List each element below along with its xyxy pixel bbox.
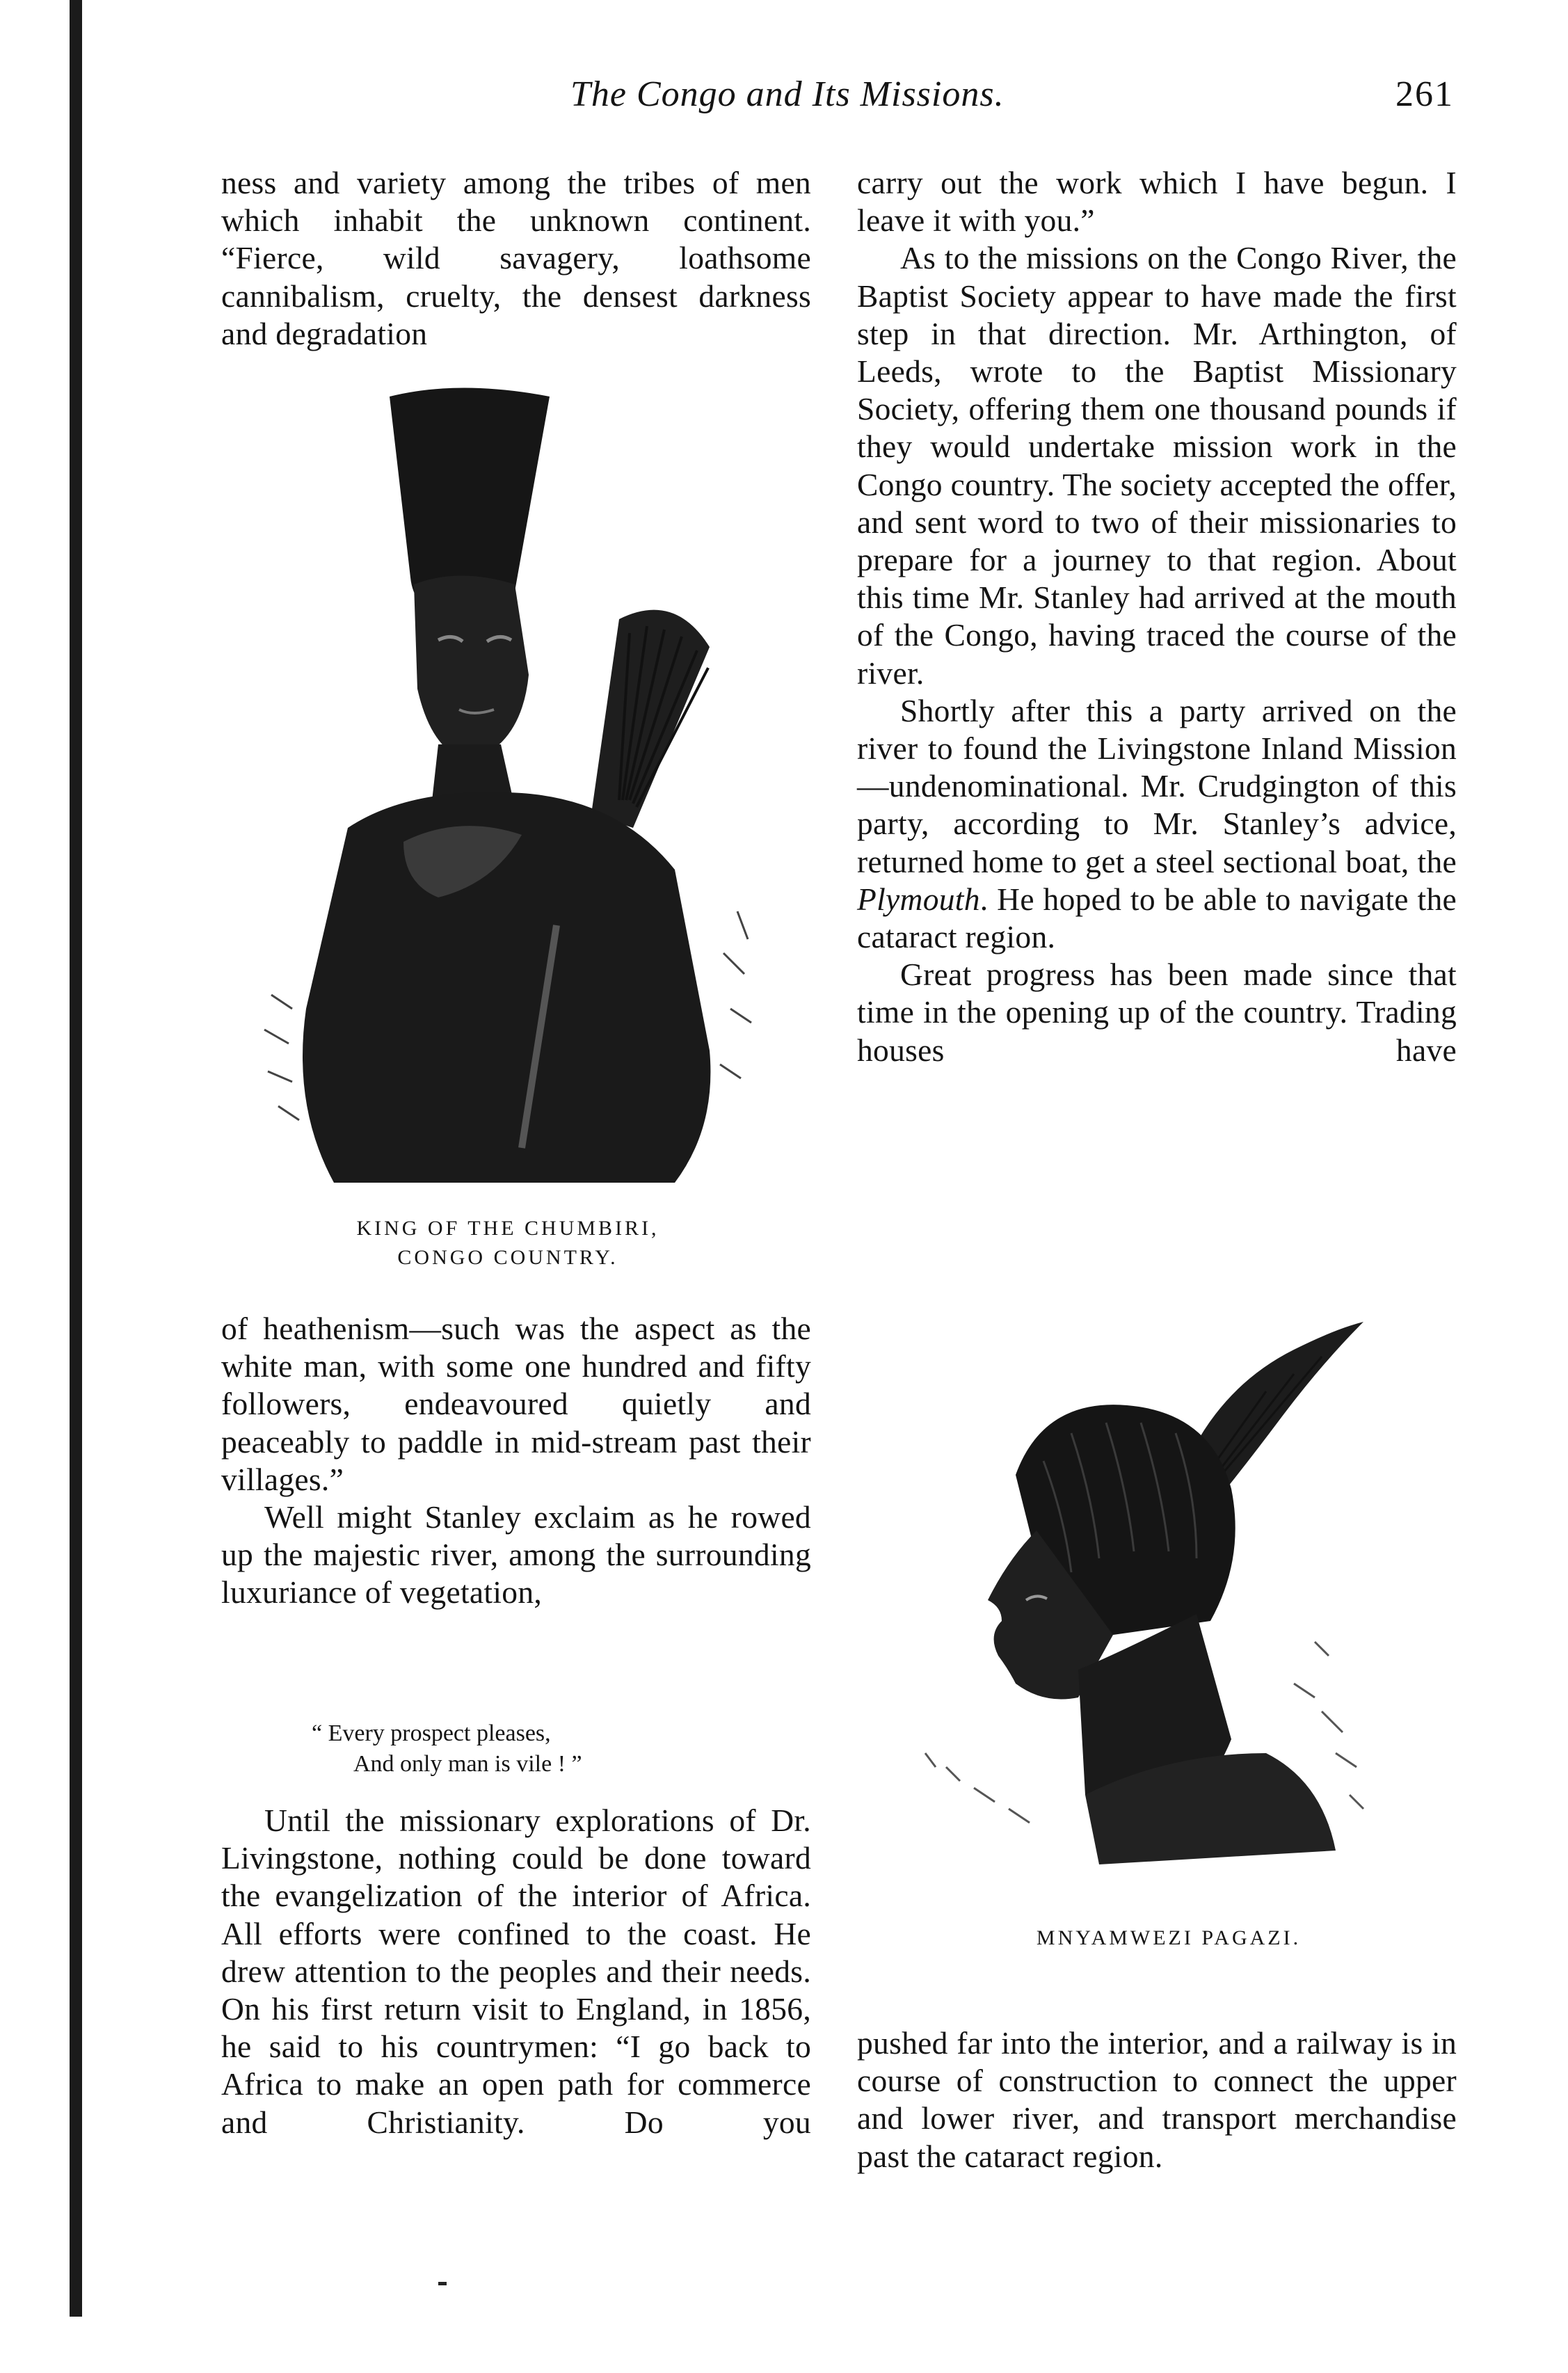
- king-portrait-engraving: [230, 383, 786, 1190]
- page-number: 261: [1395, 74, 1454, 114]
- king-caption: [230, 1214, 786, 1272]
- right-bottom-block: [857, 2024, 1457, 2175]
- right-progress-paragraph: Great progress has been made since that time in the opening up of the country. Trading houses have: [857, 957, 1457, 1068]
- left-final-block: [221, 1802, 811, 2141]
- left-continuation-paragraph: of heathenism—such was the aspect as the white man, with some one hundred and fifty followers, endeavoured quietly and peaceably to paddle in mid-stream past their villages.”: [221, 1311, 811, 1497]
- printer-mark: [438, 2282, 447, 2285]
- right-final-paragraph: pushed far into the interior, and a railway is in course of construction to connect the upper and lower river, and transport merchandise past the cataract region.: [857, 2025, 1457, 2174]
- right-baptist-paragraph: As to the missions on the Congo River, the Baptist Society appear to have made the first step in that direction. Mr. Arthington, of Leeds, wrote to the Baptist Missionary Society, offering them one thousand pounds if they would undertake mission work in the Congo country. The society accepted the offer, and sent word to two of their missionaries to prepare for a journey to that region. About this time Mr. Stanley had arrived at the mouth of the Congo, having traced the course of the river.: [857, 240, 1457, 691]
- left-top-paragraph: ness and variety among the tribes of men which inhabit the unknown continent. “Fierce, wild savagery, loathsome cannibalism, cruelty, the densest darkness and degradation: [221, 165, 811, 351]
- king-caption-line-1: KING OF THE CHUMBIRI,: [356, 1217, 659, 1240]
- king-caption-line-2: CONGO COUNTRY.: [397, 1246, 618, 1269]
- ship-name: Plymouth: [857, 881, 980, 917]
- verse-line-2: And only man is vile ! ”: [353, 1751, 582, 1777]
- left-bottom-block: [221, 1310, 811, 1612]
- left-top-block: [221, 164, 811, 353]
- engraved-portrait-icon: [230, 383, 786, 1190]
- binding-edge: [70, 0, 82, 2317]
- nyamwezi-caption: MNYAMWEZI PAGAZI.: [1036, 1926, 1302, 1949]
- engraved-profile-portrait-icon: [904, 1308, 1433, 1920]
- right-opening-paragraph: carry out the work which I have begun. I leave it with you.”: [857, 165, 1457, 239]
- nyamwezi-portrait-engraving: [904, 1308, 1433, 1920]
- verse-line-1: “ Every prospect pleases,: [312, 1720, 551, 1746]
- right-top-block: [857, 164, 1457, 1069]
- right-livingstone-inland-paragraph: Shortly after this a party arrived on the river to found the Livingstone Inland Mission—undenominational. Mr. Crudgington of this party, according to Mr. Stanley’s advice, returned home to get a steel sectional boat, the Plymouth. He hoped to be able to navigate the cataract region.: [857, 692, 1457, 955]
- left-stanley-paragraph: Well might Stanley exclaim as he rowed up the majestic river, among the surrounding luxuriance of vegetation,: [221, 1499, 811, 1611]
- verse-quotation: [312, 1718, 799, 1780]
- running-head: [570, 74, 1454, 129]
- left-livingstone-paragraph: Until the missionary explorations of Dr. Livingstone, nothing could be done toward the evangelization of the interior of Africa. All efforts were confined to the coast. He drew attention to the peoples and their needs. On his first return visit to England, in 1856, he said to his countrymen: “I go back to Africa to make an open path for commerce and Christianity. Do you: [221, 1803, 811, 2140]
- running-title: The Congo and Its Missions.: [570, 74, 1005, 114]
